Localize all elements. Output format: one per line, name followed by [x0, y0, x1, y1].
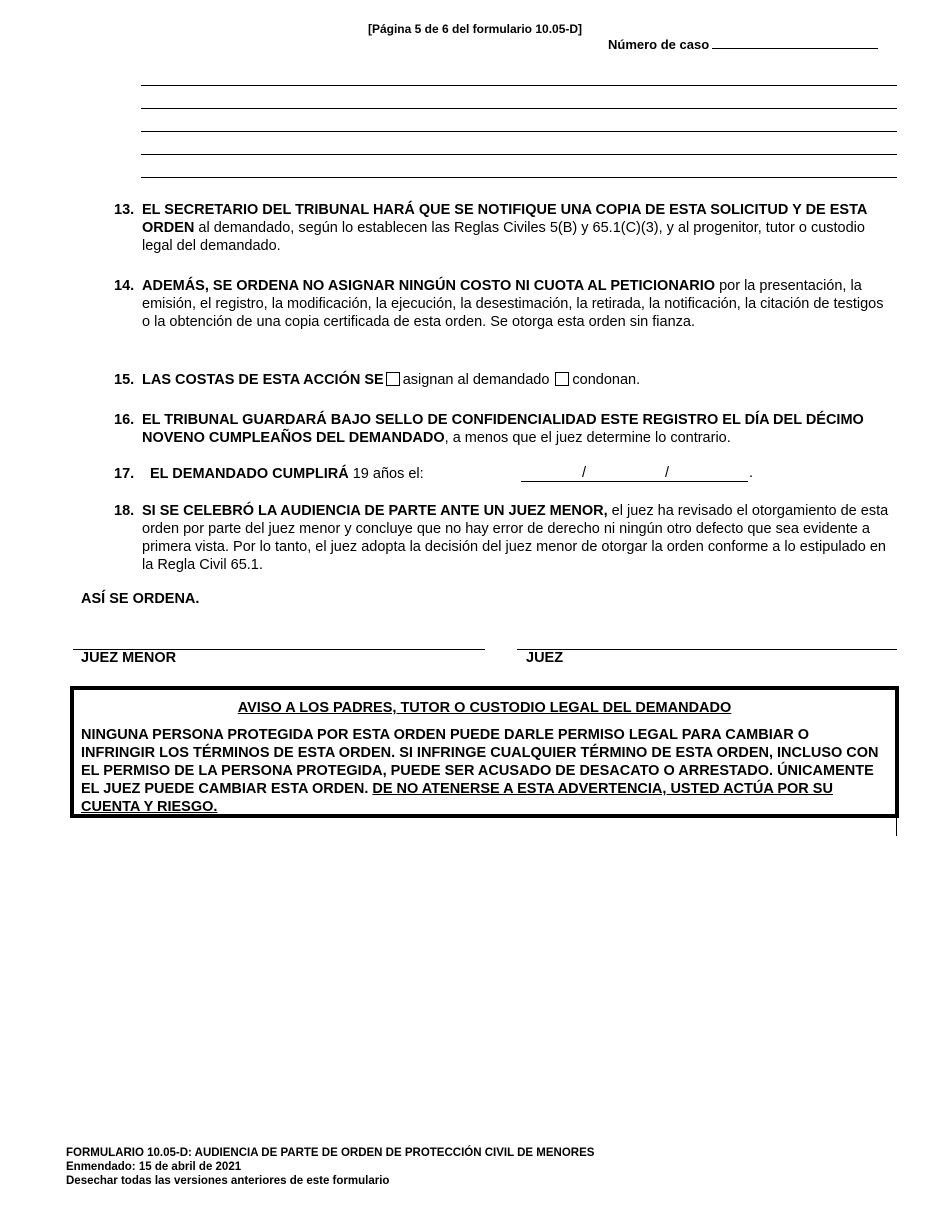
continuation-line[interactable]: [141, 85, 897, 86]
item-number: 17.: [114, 466, 135, 482]
item-13: [114, 201, 894, 255]
item-text: al demandado, según lo establecen las Reglas Civiles 5(B) y 65.1(C)(3), y al progenitor, tutor o custodio legal del demandado.: [142, 220, 865, 254]
date-separator: /: [582, 465, 587, 481]
costs-waived-checkbox[interactable]: [555, 372, 569, 386]
case-number-field[interactable]: [608, 37, 878, 52]
item-14: [114, 277, 894, 331]
item-number: 13.: [114, 202, 135, 218]
date-separator: /: [665, 465, 670, 481]
item-number: 15.: [114, 372, 135, 388]
notice-body: NINGUNA PERSONA PROTEGIDA POR ESTA ORDEN PUEDE DARLE PERMISO LEGAL PARA CAMBIAR O INFRINGIR LOS TÉRMINOS DE ESTA ORDEN. SI INFRINGE CUALQUIER TÉRMINO DE ESTA ORDEN, INCLUSO CON EL PERMISO DE LA PERSONA PROTEGIDA, PUEDE SER ACUSADO DE DESACATO O ARRESTADO. ÚNICAMENTE EL JUEZ PUEDE CAMBIAR ESTA ORDEN.: [81, 727, 879, 797]
item-15: [114, 371, 894, 389]
judge-signature-label: JUEZ: [526, 650, 564, 666]
footer-form-title: FORMULARIO 10.05-D: AUDIENCIA DE PARTE DE ORDEN DE PROTECCIÓN CIVIL DE MENORES: [66, 1147, 595, 1159]
option-label: condonan.: [572, 372, 641, 388]
item-text: 19 años el:: [348, 466, 424, 482]
costs-assigned-checkbox[interactable]: [386, 372, 400, 386]
page-number-header: [Página 5 de 6 del formulario 10.05-D]: [367, 22, 583, 36]
margin-mark: [896, 818, 897, 836]
item-17: [114, 465, 894, 483]
so-ordered: ASÍ SE ORDENA.: [81, 591, 200, 607]
item-number: 18.: [114, 503, 135, 519]
date-period: .: [749, 465, 754, 481]
item-18: [114, 502, 894, 574]
continuation-line[interactable]: [141, 177, 897, 178]
item-text: , a menos que el juez determine lo contrario.: [444, 430, 731, 446]
item-heading: ADEMÁS, SE ORDENA NO ASIGNAR NINGÚN COSTO NI CUOTA AL PETICIONARIO: [142, 278, 716, 294]
continuation-line[interactable]: [141, 131, 897, 132]
case-number-blank[interactable]: [712, 38, 878, 49]
continuation-line[interactable]: [141, 154, 897, 155]
item-heading: SI SE CELEBRÓ LA AUDIENCIA DE PARTE ANTE UN JUEZ MENOR,: [142, 503, 608, 519]
item-heading: LAS COSTAS DE ESTA ACCIÓN SE: [142, 372, 384, 388]
item-number: 14.: [114, 278, 135, 294]
footer-amended-date: Enmendado: 15 de abril de 2021: [66, 1161, 242, 1173]
form-footer: [66, 1146, 594, 1188]
case-number-label: Número de caso: [608, 37, 710, 52]
notice-warning: DE NO ATENERSE A ESTA ADVERTENCIA, USTED ACTÚA POR SU CUENTA Y RIESGO.: [81, 781, 833, 815]
continuation-line[interactable]: [141, 108, 897, 109]
magistrate-signature-label: JUEZ MENOR: [81, 650, 177, 666]
notice-title: AVISO A LOS PADRES, TUTOR O CUSTODIO LEGAL DEL DEMANDADO: [237, 700, 732, 716]
footer-discard-note: Desechar todas las versiones anteriores de este formulario: [66, 1175, 390, 1187]
item-number: 16.: [114, 412, 135, 428]
item-heading: EL SECRETARIO DEL TRIBUNAL HARÁ QUE SE NOTIFIQUE UNA COPIA DE ESTA SOLICITUD Y DE ESTA ORDEN: [142, 202, 867, 236]
notice-text: [81, 726, 881, 816]
item-heading: EL TRIBUNAL GUARDARÁ BAJO SELLO DE CONFIDENCIALIDAD ESTE REGISTRO EL DÍA DEL DÉCIMO NOVENO CUMPLEAÑOS DEL DEMANDADO: [142, 412, 864, 446]
item-16: [114, 411, 894, 447]
item-text: por la presentación, la emisión, el registro, la modificación, la ejecución, la desestimación, la retirada, la notificación, la citación de testigos o la obtención de una copia certificada de esta orden. Se otorga esta orden sin fianza.: [142, 278, 884, 330]
option-label: asignan al demandado: [402, 372, 550, 388]
item-heading: EL DEMANDADO CUMPLIRÁ: [150, 466, 349, 482]
birthday-date-field[interactable]: [521, 481, 748, 482]
item-text: el juez ha revisado el otorgamiento de esta orden por parte del juez menor y concluye que no hay error de derecho ni ningún otro defecto que sea evidente a primera vista. Por lo tanto, el juez adopta la decisión del juez menor de otorgar la orden conforme a lo estipulado en la Regla Civil 65.1.: [142, 503, 889, 573]
judge-signature-line[interactable]: [517, 649, 897, 650]
parent-notice-box: [70, 686, 899, 818]
